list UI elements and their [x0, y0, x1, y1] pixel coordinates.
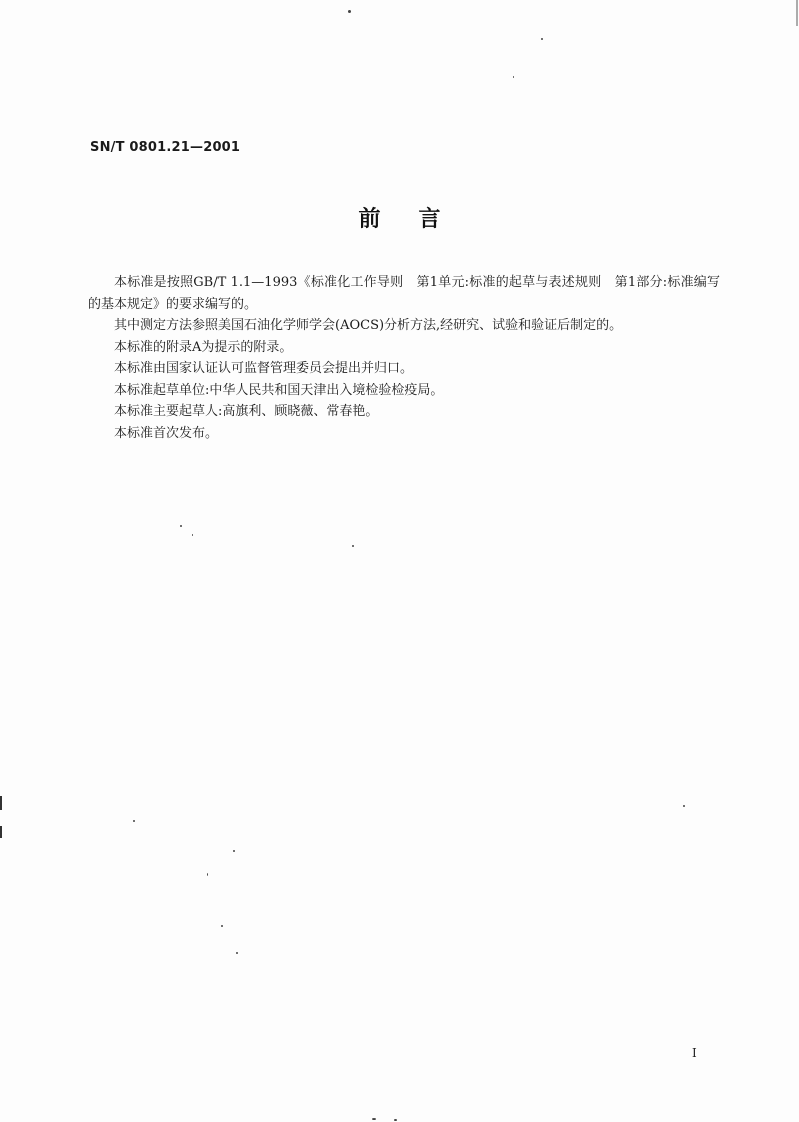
scan-speck — [192, 534, 193, 536]
scan-speck — [541, 38, 543, 40]
paragraph-proposer: 本标准由国家认证认可监督管理委员会提出并归口。 — [114, 361, 414, 376]
scan-speck — [513, 76, 514, 78]
scan-edge-mark — [796, 0, 798, 26]
standard-code: SN/T 0801.21—2001 — [90, 140, 241, 155]
paragraph-drafting-unit: 本标准起草单位:中华人民共和国天津出入境检验检疫局。 — [114, 382, 444, 398]
page-title: 前言 — [358, 207, 479, 232]
paragraph-method-reference: 其中测定方法参照美国石油化学师学会(AOCS)分析方法,经研究、试验和验证后制定的。 — [114, 318, 623, 333]
scan-edge-mark — [0, 826, 2, 838]
paragraph-drafters: 本标准主要起草人:高旗利、顾晓薇、常春艳。 — [114, 404, 379, 419]
paragraph-drafting-basis: 本标准是按照GB/T 1.1—1993《标准化工作导则 第1单元:标准的起草与表述规则 第1部分:标准编写的基本规定》的要求编写的。 — [88, 275, 720, 312]
scan-speck — [180, 525, 182, 527]
paragraph-appendix: 本标准的附录A为提示的附录。 — [114, 339, 293, 355]
scan-edge-mark — [0, 796, 2, 810]
scan-speck — [372, 1118, 376, 1120]
scan-speck — [233, 850, 235, 852]
scan-speck — [221, 925, 223, 927]
page-number: I — [692, 1046, 697, 1060]
paragraph-first-release: 本标准首次发布。 — [114, 425, 219, 441]
scan-speck — [348, 10, 351, 13]
preface-body — [88, 272, 720, 444]
scan-speck — [394, 1119, 397, 1121]
scan-speck — [352, 545, 354, 547]
scan-speck — [236, 952, 238, 954]
scan-speck — [683, 805, 685, 807]
scan-speck — [133, 820, 135, 822]
scan-speck — [207, 873, 208, 876]
